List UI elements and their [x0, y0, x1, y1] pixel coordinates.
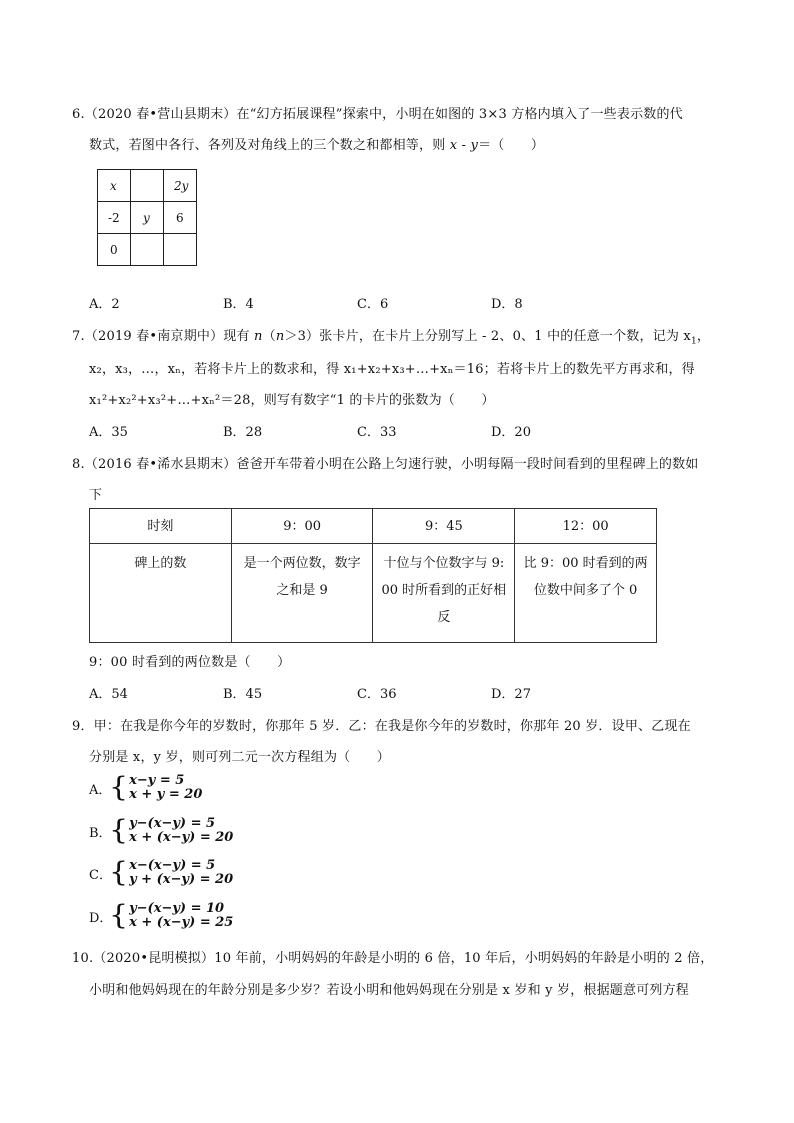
brace-icon: {: [109, 856, 129, 889]
q8-option-d: D．27: [491, 687, 531, 702]
q8-options: [89, 683, 649, 702]
q10-line-2: 小明和他妈妈现在的年龄分别是多少岁？若设小明和他妈妈现在分别是 x 岁和 y 岁，根据题意可列方程: [89, 983, 690, 998]
table-header-cell: 时刻: [90, 509, 232, 544]
equation: x + y = 20: [129, 787, 203, 802]
q9-option-d: [89, 901, 233, 931]
table-header-cell: 9：45: [373, 509, 515, 544]
equation-system: [129, 859, 233, 887]
q7-line-2: x₂，x₃，…，xₙ，若将卡片上的数求和，得 x₁+x₂+x₃+…+xₙ＝16；若将卡片上的数先平方再求和，得: [89, 362, 695, 377]
equation-system: [129, 774, 202, 802]
magic-square-grid: [97, 169, 197, 266]
grid-cell: [164, 234, 197, 266]
grid-cell: 2y: [164, 170, 197, 202]
equation: x−y = 5: [129, 773, 185, 788]
q8-line-1: 8.（2016 春•浠水县期末）爸爸开车带着小明在公路上匀速行驶，小明每隔一段时间看到的里程碑上的数如: [72, 457, 699, 472]
cell-text: 之和是 9: [276, 583, 328, 598]
q6-option-a: A．2: [89, 297, 120, 312]
q9-option-b: [89, 816, 233, 846]
cell-text: 00 时所看到的正好相: [381, 583, 507, 598]
q6-option-c: C．6: [357, 297, 389, 312]
table-cell-900: [231, 544, 373, 643]
q7-var-n2: n: [275, 329, 285, 344]
equation: y + (x−y) = 20: [129, 872, 234, 887]
equation-system: [129, 817, 233, 845]
q7-line-1-end: ，: [696, 329, 711, 344]
cell-text: 反: [437, 610, 451, 625]
q7-line-1-text: 7.（2019 春•南京期中）现有: [72, 329, 255, 344]
grid-cell: -2: [98, 202, 131, 234]
equation: x−(x−y) = 5: [129, 858, 216, 873]
equation: y−(x−y) = 10: [129, 901, 225, 916]
option-label: C．: [89, 867, 112, 883]
q8-option-c: C．36: [357, 687, 397, 702]
grid-cell: [131, 234, 164, 266]
brace-icon: {: [109, 814, 129, 847]
q7-option-d: D．20: [491, 425, 531, 440]
q8-option-b: B．45: [223, 687, 263, 702]
grid-cell: 0: [98, 234, 131, 266]
q6-expression: x - y: [449, 138, 479, 153]
equation: y−(x−y) = 5: [129, 816, 216, 831]
cell-text: 是一个两位数，数字: [243, 556, 361, 571]
q9-line-1: 9．甲：在我是你今年的岁数时，你那年 5 岁．乙：在我是你今年的岁数时，你那年 20 岁．设甲、乙现在: [72, 719, 691, 734]
option-label: A．: [89, 782, 112, 798]
q8-question: 9：00 时看到的两位数是（ ）: [89, 655, 291, 670]
grid-cell: [131, 170, 164, 202]
milestone-table: [89, 508, 657, 643]
q7-line-1-mid: ＞3）张卡片，在卡片上分别写上 - 2、0、1 中的任意一个数，记为 x: [284, 329, 691, 344]
q7-var-n: n: [254, 329, 263, 344]
q6-options: [89, 293, 649, 312]
table-row-label: 碑上的数: [90, 544, 232, 643]
cell-text: 十位与个位数字与 9:: [383, 556, 505, 571]
q7-option-b: B．28: [223, 425, 263, 440]
q7-option-a: A．35: [89, 425, 128, 440]
equation-system: [129, 902, 233, 930]
q7-subscript: 1: [690, 336, 697, 347]
equation: x + (x−y) = 25: [129, 915, 234, 930]
q7-option-c: C．33: [357, 425, 397, 440]
brace-icon: {: [109, 771, 129, 804]
brace-icon: {: [109, 899, 129, 932]
grid-cell: y: [131, 202, 164, 234]
q6-line-1: 6.（2020 春•营山县期末）在“幻方拓展课程”探索中，小明在如图的 3×3 方格内填入了一些表示数的代: [72, 107, 683, 122]
q8-option-a: A．54: [89, 687, 128, 702]
q6-line-2-end: ＝（ ）: [478, 138, 545, 153]
option-label: D．: [89, 910, 113, 926]
equation: x + (x−y) = 20: [129, 830, 234, 845]
q7-options: [89, 421, 649, 440]
q9-line-2: 分别是 x，y 岁，则可列二元一次方程组为（ ）: [89, 750, 390, 765]
q9-option-c: [89, 858, 233, 888]
q6-option-b: B．4: [223, 297, 254, 312]
table-cell-945: [373, 544, 515, 643]
q7-paren-open: （: [262, 329, 276, 344]
cell-text: 位数中间多了个 0: [533, 583, 638, 598]
cell-text: 比 9：00 时看到的两: [523, 556, 648, 571]
q6-option-d: D．8: [491, 297, 523, 312]
q6-line-2: [89, 134, 544, 153]
table-header-cell: 12：00: [515, 509, 657, 544]
q8-line-2: 下: [89, 488, 103, 503]
q9-option-a: [89, 773, 202, 803]
q6-line-2-text: 数式，若图中各行、各列及对角线上的三个数之和都相等，则: [89, 138, 450, 153]
grid-cell: x: [98, 170, 131, 202]
table-cell-1200: [515, 544, 657, 643]
table-header-cell: 9：00: [231, 509, 373, 544]
q7-line-3: x₁²+x₂²+x₃²+…+xₙ²＝28，则写有数字“1 的卡片的张数为（ ）: [89, 393, 495, 408]
grid-cell: 6: [164, 202, 197, 234]
option-label: B．: [89, 825, 112, 841]
q7-line-1: [72, 325, 710, 347]
q10-line-1: 10.（2020•昆明模拟）10 年前，小明妈妈的年龄是小明的 6 倍，10 年后，小明妈妈的年龄是小明的 2 倍，: [72, 951, 714, 966]
